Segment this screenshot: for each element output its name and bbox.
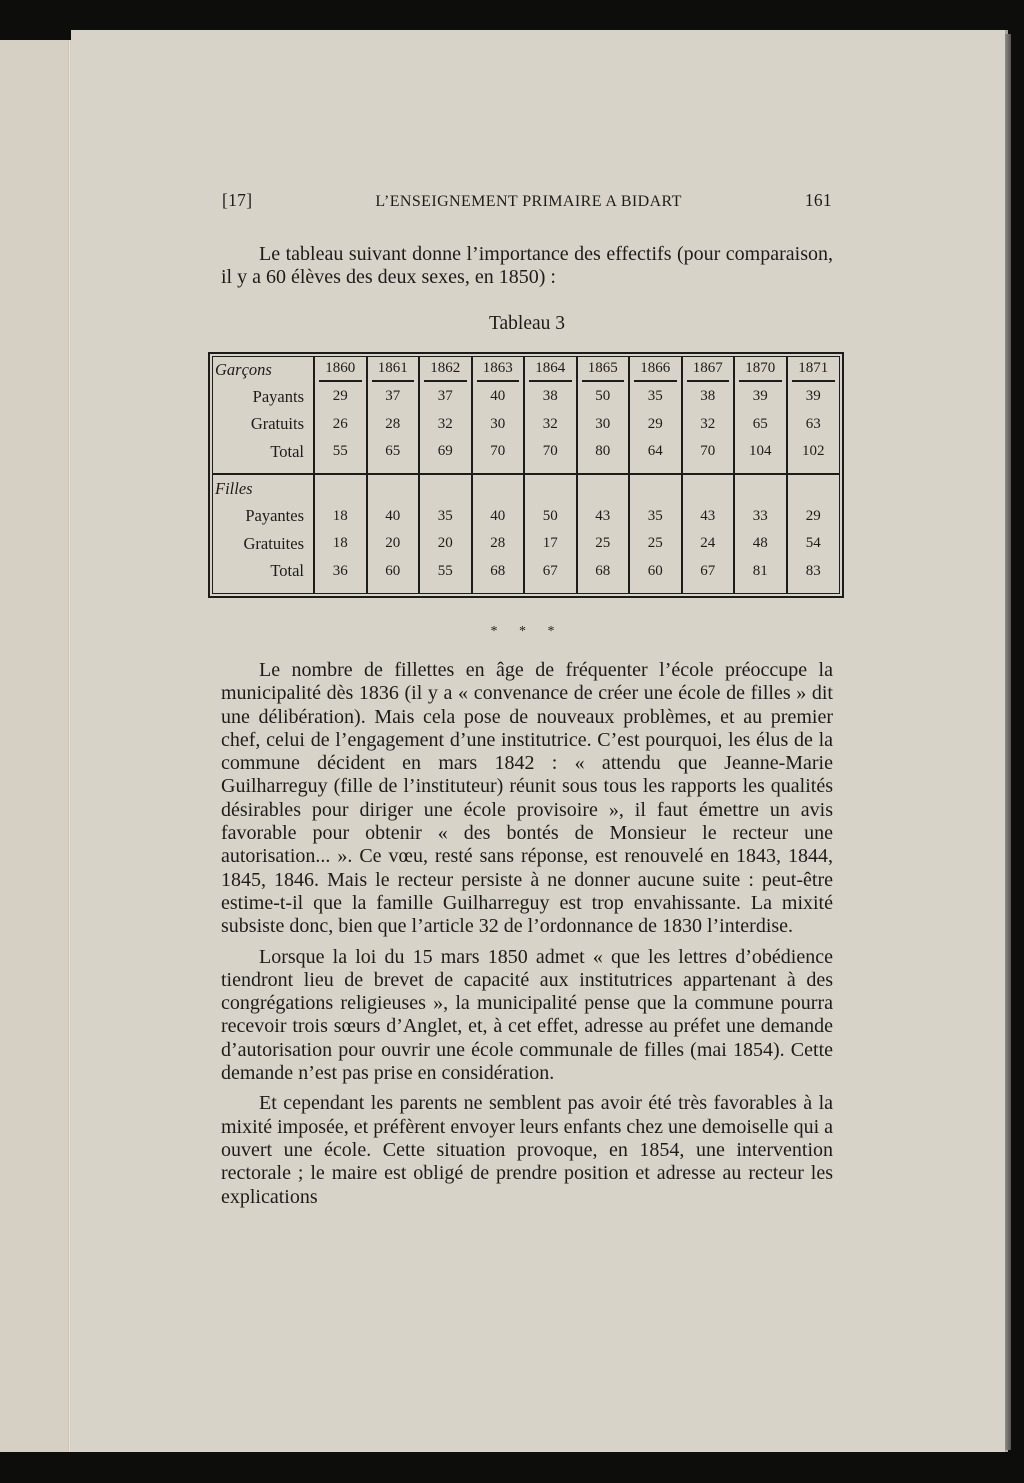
table-cell: 70 (472, 438, 525, 465)
table-cell: 32 (419, 410, 472, 437)
year-label: 1871 (798, 360, 829, 376)
paragraph-2: Lorsque la loi du 15 mars 1850 admet « que les lettres d’obédience tiendront lieu de brevet de capacité aux institutrices appartenant à des congrégations religieuses », la municipalité pense que la commune pourra recevoir trois sœurs d’Anglet, et, à cet effet, adresse au préfet une demande d’autorisation pour ouvrir une école communale de filles (mai 1854). Cette demande n’est pas prise en considération. (221, 945, 833, 1085)
spacer-row (213, 585, 839, 593)
empty-cell (472, 475, 525, 502)
table-cell: 83 (787, 558, 840, 585)
empty-cell (734, 475, 787, 502)
section-number: [17] (222, 190, 253, 210)
table-cell: 40 (367, 503, 420, 530)
year-header (577, 357, 630, 383)
intro-paragraph: Le tableau suivant donne l’importance des effectifs (pour comparaison, il y a 60 élèves des deux sexes, en 1850) : (221, 243, 833, 289)
empty-cell (367, 475, 420, 502)
year-label: 1864 (535, 360, 566, 376)
table-cell: 55 (314, 438, 367, 465)
table-cell: 40 (472, 503, 525, 530)
table-cell: 70 (682, 438, 735, 465)
table-cell: 37 (419, 383, 472, 410)
year-label: 1865 (587, 360, 618, 376)
table-row (213, 438, 839, 465)
table-cell: 20 (419, 530, 472, 557)
table-cell: 60 (367, 558, 420, 585)
year-header (734, 357, 787, 383)
table-cell: 29 (629, 410, 682, 437)
table-cell: 35 (419, 503, 472, 530)
table-cell: 17 (524, 530, 577, 557)
table-cell: 65 (367, 438, 420, 465)
table-cell: 29 (787, 503, 840, 530)
year-label: 1866 (640, 360, 671, 376)
year-header (314, 357, 367, 383)
table-cell: 63 (787, 410, 840, 437)
table-cell: 40 (472, 383, 525, 410)
section-header-row (213, 475, 839, 502)
table-cell: 32 (524, 410, 577, 437)
year-label: 1870 (745, 360, 776, 376)
row-label: Payantes (245, 506, 304, 526)
row-label: Gratuites (243, 533, 304, 553)
table-cell: 30 (577, 410, 630, 437)
table-cell: 102 (787, 438, 840, 465)
table-cell: 80 (577, 438, 630, 465)
row-label: Total (270, 561, 304, 581)
row-label: Gratuits (250, 414, 304, 434)
section-label: Garçons (215, 360, 272, 379)
table-cell: 30 (472, 410, 525, 437)
table-cell: 50 (577, 383, 630, 410)
year-header (524, 357, 577, 383)
year-header-row (213, 357, 839, 383)
facing-page-edge (0, 40, 70, 1452)
table-cell: 81 (734, 558, 787, 585)
table-cell: 32 (682, 410, 735, 437)
year-label: 1860 (325, 360, 356, 376)
table-cell: 35 (629, 503, 682, 530)
empty-cell (787, 475, 840, 502)
year-header (367, 357, 420, 383)
body-text (221, 659, 833, 1216)
table-cell: 29 (314, 383, 367, 410)
table-row (213, 503, 839, 530)
year-label: 1863 (482, 360, 513, 376)
table-cell: 68 (577, 558, 630, 585)
year-header (419, 357, 472, 383)
empty-cell (682, 475, 735, 502)
empty-cell (629, 475, 682, 502)
page-number: 161 (804, 190, 832, 210)
year-header (629, 357, 682, 383)
spacer-row (213, 465, 839, 474)
table-cell: 39 (787, 383, 840, 410)
row-label: Payants (252, 386, 304, 406)
paragraph-3: Et cependant les parents ne semblent pas avoir été très favorables à la mixité imposée, et préfèrent envoyer leurs enfants chez une demoiselle qui a ouvert une école. Cette situation provoque, en 1854, une intervention rectorale ; le maire est obligé de prendre position et adresse au recteur les explications (221, 1092, 833, 1208)
table-cell: 39 (734, 383, 787, 410)
year-label: 1861 (377, 360, 408, 376)
table-cell: 25 (629, 530, 682, 557)
section-separator: * * * (490, 624, 564, 639)
empty-cell (524, 475, 577, 502)
table-cell: 68 (472, 558, 525, 585)
table-cell: 67 (682, 558, 735, 585)
table-row (213, 383, 839, 410)
page-edge-shadow (1005, 34, 1011, 1450)
running-head (222, 190, 832, 214)
table-cell: 26 (314, 410, 367, 437)
table-caption: Tableau 3 (488, 313, 566, 334)
table-cell: 37 (367, 383, 420, 410)
table-cell: 43 (682, 503, 735, 530)
section-label: Filles (215, 478, 253, 498)
empty-cell (419, 475, 472, 502)
table-cell: 104 (734, 438, 787, 465)
intro-paragraph-block (221, 243, 833, 290)
table-cell: 43 (577, 503, 630, 530)
table-cell: 69 (419, 438, 472, 465)
table-cell: 35 (629, 383, 682, 410)
table-cell: 28 (367, 410, 420, 437)
table-cell: 54 (787, 530, 840, 557)
table-cell: 67 (524, 558, 577, 585)
table-cell: 50 (524, 503, 577, 530)
year-label: 1862 (430, 360, 461, 376)
enrollment-table (208, 352, 844, 598)
year-header (787, 357, 840, 383)
table-cell: 20 (367, 530, 420, 557)
empty-cell (577, 475, 630, 502)
paragraph-1: Le nombre de fillettes en âge de fréquenter l’école préoccupe la municipalité dès 1836 (il y a « convenance de créer une école de filles » dit une délibération). Mais cela pose de nouveaux problèmes, et au premier chef, celui de l’engagement d’une institutrice. C’est pourquoi, les élus de la commune décident en mars 1842 : « attendu que Jeanne-Marie Guilharreguy (fille de l’instituteur) réunit sous tous les rapports les qualités désirables pour diriger une école provisoire », il faut émettre un avis favorable pour obtenir « des bontés de Monsieur le recteur une autorisation... ». Ce vœu, resté sans réponse, est renouvelé en 1843, 1844, 1845, 1846. Mais le recteur persiste à ne donner aucune suite : peut-être estime-t-il que la famille Guilharreguy est trop envahissante. La mixité subsiste donc, bien que l’article 32 de l’ordonnance de 1830 l’interdise. (221, 659, 833, 938)
table-cell: 38 (524, 383, 577, 410)
table-row (213, 410, 839, 437)
table-cell: 24 (682, 530, 735, 557)
table-cell: 48 (734, 530, 787, 557)
table-row (213, 558, 839, 585)
table-row (213, 530, 839, 557)
table-cell: 33 (734, 503, 787, 530)
row-label: Total (270, 441, 304, 461)
table-cell: 25 (577, 530, 630, 557)
empty-cell (314, 475, 367, 502)
enrollment-table-grid (213, 357, 839, 593)
year-header (472, 357, 525, 383)
running-title: L’ENSEIGNEMENT PRIMAIRE A BIDART (375, 193, 682, 210)
year-label: 1867 (692, 360, 723, 376)
table-cell: 55 (419, 558, 472, 585)
table-cell: 70 (524, 438, 577, 465)
table-cell: 60 (629, 558, 682, 585)
table-cell: 36 (314, 558, 367, 585)
table-cell: 18 (314, 530, 367, 557)
table-cell: 28 (472, 530, 525, 557)
table-cell: 64 (629, 438, 682, 465)
year-header (682, 357, 735, 383)
table-cell: 38 (682, 383, 735, 410)
table-cell: 18 (314, 503, 367, 530)
table-cell: 65 (734, 410, 787, 437)
